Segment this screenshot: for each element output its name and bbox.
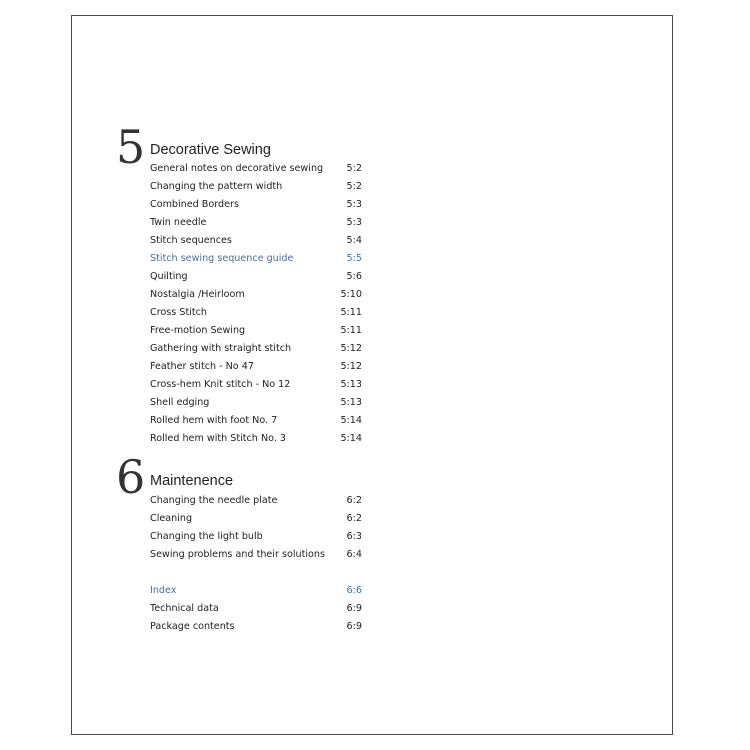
toc-entry-page: 5:14: [340, 433, 362, 444]
toc-entry[interactable]: [150, 492, 362, 510]
toc-entry[interactable]: [150, 196, 362, 214]
toc-entry-index[interactable]: [150, 582, 362, 600]
toc-entry[interactable]: [150, 160, 362, 178]
toc-entry-label: Cleaning: [150, 513, 193, 524]
toc-entry-label: Changing the light bulb: [150, 531, 263, 542]
toc-entry-page: 6:3: [346, 531, 362, 542]
chapter-title: Decorative Sewing: [150, 142, 271, 158]
toc-entry-label: Combined Borders: [150, 199, 239, 210]
toc-entry[interactable]: [150, 510, 362, 528]
toc-entry-label: Rolled hem with foot No. 7: [150, 415, 278, 426]
toc-entry[interactable]: [150, 546, 362, 564]
toc-entry-label: Free-motion Sewing: [150, 325, 246, 336]
toc-entry-page: 5:5: [346, 253, 362, 264]
toc-entry-page: 5:4: [346, 235, 362, 246]
toc-entry-page: 5:6: [346, 271, 362, 282]
toc-entry-page: 5:3: [346, 199, 362, 210]
toc-entry[interactable]: [150, 528, 362, 546]
toc-entry[interactable]: [150, 376, 362, 394]
toc-entry-label: Changing the pattern width: [150, 181, 283, 192]
toc-entry-page: 5:2: [346, 181, 362, 192]
toc-entry-link[interactable]: [150, 250, 362, 268]
toc-entry-page: 5:2: [346, 163, 362, 174]
toc-entry-page: 6:6: [346, 585, 362, 596]
toc-entry-page: 5:11: [340, 325, 362, 336]
toc-entry[interactable]: [150, 304, 362, 322]
toc-entry-label: Shell edging: [150, 397, 210, 408]
toc-entry[interactable]: [150, 286, 362, 304]
toc-entry-label: Nostalgia /Heirloom: [150, 289, 245, 300]
toc-entry-page: 5:11: [340, 307, 362, 318]
toc-entry[interactable]: [150, 430, 362, 448]
toc-entry-label: Rolled hem with Stitch No. 3: [150, 433, 287, 444]
chapter-number: 6: [116, 450, 146, 504]
toc-entry-page: 5:12: [340, 361, 362, 372]
toc-entry[interactable]: [150, 214, 362, 232]
toc-entry-label: Twin needle: [150, 217, 207, 228]
toc-entry-label: Sewing problems and their solutions: [150, 549, 325, 560]
toc-entry-label: Index: [150, 585, 177, 596]
toc-entry-label: Quilting: [150, 271, 188, 282]
toc-entry-page: 6:9: [346, 603, 362, 614]
toc-entry-label: Package contents: [150, 621, 235, 632]
toc-entry[interactable]: [150, 394, 362, 412]
toc-entry[interactable]: [150, 358, 362, 376]
toc-entry-page: 6:2: [346, 495, 362, 506]
toc-entry-page: 5:13: [340, 379, 362, 390]
chapter-number: 5: [116, 120, 146, 174]
toc-entry[interactable]: [150, 340, 362, 358]
toc-entry[interactable]: [150, 618, 362, 636]
toc-entry-page: 5:10: [340, 289, 362, 300]
toc-entry[interactable]: [150, 232, 362, 250]
toc-entry-label: Feather stitch - No 47: [150, 361, 254, 372]
toc-entry-page: 6:4: [346, 549, 362, 560]
toc-entry-label: Stitch sequences: [150, 235, 232, 246]
toc-entry-page: 5:3: [346, 217, 362, 228]
toc-entry[interactable]: [150, 178, 362, 196]
toc-entry-label: Cross-hem Knit stitch - No 12: [150, 379, 291, 390]
toc-entry[interactable]: [150, 268, 362, 286]
toc-entry-page: 6:9: [346, 621, 362, 632]
toc-entry-label: Cross Stitch: [150, 307, 207, 318]
toc-entry-page: 6:2: [346, 513, 362, 524]
toc-entry-label: Gathering with straight stitch: [150, 343, 292, 354]
toc-entry[interactable]: [150, 322, 362, 340]
toc-entry[interactable]: [150, 412, 362, 430]
toc-entry-page: 5:14: [340, 415, 362, 426]
toc-entry[interactable]: [150, 600, 362, 618]
toc-entry-label: Stitch sewing sequence guide: [150, 253, 294, 264]
toc-entry-label: Changing the needle plate: [150, 495, 278, 506]
toc-entry-page: 5:13: [340, 397, 362, 408]
manual-page: [71, 15, 673, 735]
chapter-title: Maintenence: [150, 473, 234, 489]
toc-entry-page: 5:12: [340, 343, 362, 354]
toc-entry-label: Technical data: [150, 603, 219, 614]
toc-entry-label: General notes on decorative sewing: [150, 163, 324, 174]
